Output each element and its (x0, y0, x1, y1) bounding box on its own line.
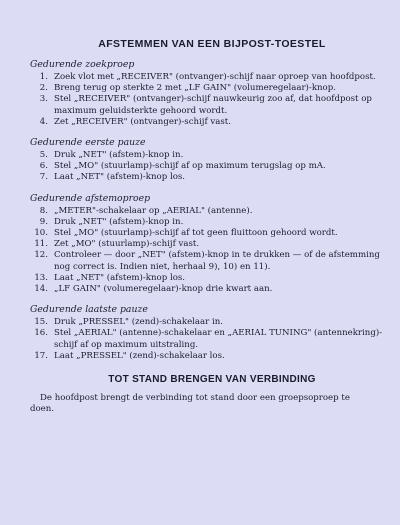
step-number: 16. (34, 328, 48, 339)
step-item (30, 351, 386, 362)
instruction-section (30, 304, 386, 362)
step-item (30, 239, 386, 250)
step-item (30, 94, 386, 116)
step-number: 4. (39, 116, 48, 127)
step-text: Stel „MO" (stuurlamp)-schijf af tot geen fluittoon gehoord wordt. (54, 228, 338, 239)
step-item (30, 206, 386, 217)
step-item (30, 273, 386, 284)
step-text: Zoek vlot met „RECEIVER" (ontvanger)-schijf naar oproep van hoofdpost. (54, 72, 376, 82)
step-number: 13. (34, 272, 48, 283)
step-number: 8. (39, 205, 48, 216)
step-number: 11. (34, 239, 48, 250)
step-item (30, 150, 386, 161)
step-item (30, 83, 386, 94)
section-heading: Gedurende eerste pauze (30, 137, 146, 149)
section-spacer (30, 295, 386, 304)
step-number: 3. (39, 94, 48, 105)
instruction-sections (30, 59, 386, 362)
step-number: 17. (34, 350, 48, 361)
step-text: Laat „NET" (afstem)-knop los. (54, 172, 186, 183)
step-number: 15. (34, 317, 48, 328)
section-title-connection: TOT STAND BRENGEN VAN VERBINDING (108, 374, 316, 386)
step-text: Stel „RECEIVER" (ontvanger)-schijf nauwkeurig zoo af, dat hoofdpost op maximum geluidsterkte gehoord wordt. (54, 94, 372, 116)
step-number: 5. (39, 150, 48, 161)
instruction-section (30, 137, 386, 184)
section-heading: Gedurende laatste pauze (30, 304, 148, 316)
step-text: Laat „NET" (afstem)-knop los. (54, 272, 186, 283)
step-text: Druk „NET" (afstem)-knop in. (54, 150, 184, 161)
step-number: 2. (39, 83, 48, 94)
step-text: „LF GAIN" (volumeregelaar)-knop drie kwart aan. (54, 284, 273, 295)
document-title: AFSTEMMEN VAN EEN BIJPOST-TOESTEL (98, 38, 326, 50)
step-number: 1. (39, 72, 48, 82)
step-text: Druk „NET" (afstem)-knop in. (54, 216, 184, 227)
step-item (30, 217, 386, 228)
step-item (30, 328, 386, 350)
step-text: Controleer — door „NET" (afstem)-knop in te drukken — of de afstemming nog correct is. Indien niet, herhaal 9), 10) en 11). (54, 250, 380, 272)
step-number: 7. (39, 172, 48, 183)
step-number: 9. (39, 216, 48, 227)
step-item (30, 228, 386, 239)
instruction-section (30, 193, 386, 296)
step-text: Druk „PRESSEL" (zend)-schakelaar in. (54, 317, 224, 328)
instruction-section (30, 59, 386, 128)
step-item (30, 317, 386, 328)
step-number: 14. (34, 284, 48, 295)
step-number: 10. (34, 228, 48, 239)
step-text: „METER"-schakelaar op „AERIAL" (antenne). (54, 205, 253, 216)
section-heading: Gedurende zoekproep (30, 59, 135, 70)
step-item (30, 284, 386, 295)
step-text: Breng terug op sterkte 2 met „LF GAIN" (volumeregelaar)-knop. (54, 83, 336, 94)
connection-paragraph: De hoofdpost brengt de verbinding tot stand door een groepsoproep te doen. (30, 393, 350, 415)
step-item (30, 72, 386, 83)
step-text: Laat „PRESSEL" (zend)-schakelaar los. (54, 350, 225, 361)
step-item (30, 250, 386, 272)
step-item (30, 161, 386, 172)
step-text: Stel „AERIAL" (antenne)-schakelaar en „AERIAL TUNING" (antennekring)-schijf af op maximum uitstraling. (54, 328, 383, 350)
section-heading: Gedurende afstemoproep (30, 192, 151, 204)
section-spacer (30, 128, 386, 137)
step-item (30, 117, 386, 128)
section-spacer (30, 184, 386, 193)
step-number: 6. (39, 161, 48, 172)
step-number: 12. (34, 250, 48, 261)
step-text: Zet „MO" (stuurlamp)-schijf vast. (54, 239, 200, 250)
step-text: Stel „MO" (stuurlamp)-schijf af op maximum terugslag op mA. (54, 161, 326, 172)
step-item (30, 172, 386, 183)
step-text: Zet „RECEIVER" (ontvanger)-schijf vast. (54, 116, 231, 127)
